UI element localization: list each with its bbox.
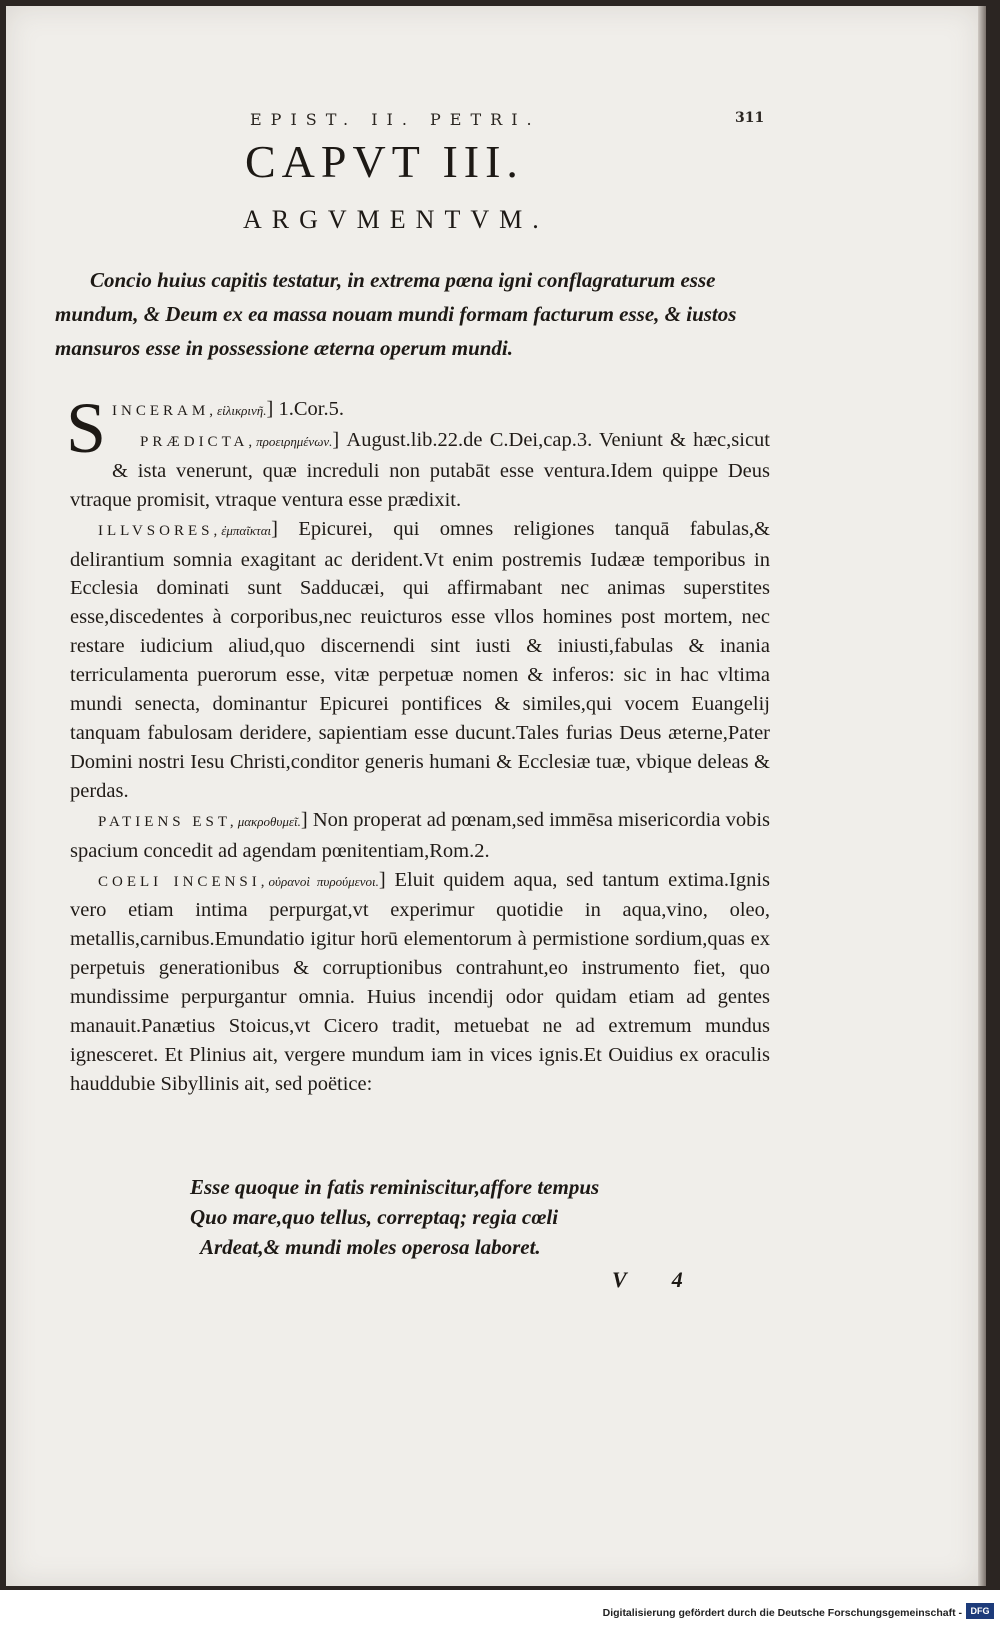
verse-quotation — [190, 1172, 710, 1262]
commentary-paragraph — [70, 515, 770, 806]
commentary-paragraph — [70, 426, 770, 515]
verse-line: Esse quoque in fatis reminiscitur,affore tempus — [190, 1175, 600, 1199]
greek-term: ἐμπαῖκται — [221, 522, 272, 538]
paragraph-text: ] Non properat ad pœnam,sed immēsa misericordia vobis spacium concedit ad agendam pœnitentiam,Rom.2. — [70, 808, 770, 862]
paragraph-text: ] Epicurei, qui omnes religiones tanquā fabulas,& delirantium somnia exagitant ac derident.Vt enim postremis Iudææ temporibus in Ecclesia dominati sunt Sadducæi, qui affirmabant nec animas superstites esse,discedentes à corporibus,nec reuicturos esse vllos homines post mortem, nec restare iudicium aliud,quo discernendi sint iusti & iniusti,fabulas & inania terriculamenta puerorum esse, vitæ perpetuæ nomen & inferos: sic in hac vltima mundi senecta, dominantur Epicurei pontifices & similes,qui vocem Euangelij tanquam fabulosam deridere, sapientiam esse ducunt.Tales furias Deus æterne,Pater Domini nostri Iesu Christi,conditor generis humani & Ecclesiæ tuæ, vbique deleas & perdas. — [70, 517, 770, 802]
argument-text: Concio huius capitis testatur, in extrema pœna igni conflagraturum esse mundum, & Deum ex ea massa nouam mundi formam facturum esse, & iustos mansuros esse in possessione æterna operum mundi. — [55, 268, 737, 360]
drop-capital: S — [66, 388, 107, 468]
chapter-title: CAPVT III. — [245, 136, 524, 187]
signature-mark: V 4 — [612, 1267, 703, 1292]
lemma: PATIENS EST, — [98, 813, 238, 830]
folio-number: 311 — [735, 110, 765, 126]
funding-credit: Digitalisierung gefördert durch die Deutsche Forschungsgemeinschaft - — [602, 1607, 962, 1619]
commentary-body — [66, 388, 771, 1099]
paragraph-text: ] Eluit quidem aqua, sed tantum extima.Ignis vero etiam intima perpurgat,vt experimur quotidie in aqua,vino, oleo, metallis,carnibus.Emundatio igitur horū elementorum à permistione sordium,quas ex perpetuis generationibus & corruptionibus contrahunt,eo instrumento fiet, quo mundissime perpurgantur omnia. Huius incendij odor quidam etiam ad gentes manauit.Panætius Stoicus,vt Cicero tradit, metuebat ne ad extremum mundus ignesceret. Et Plinius ait, vergere mundum iam in vices ignis.Et Ouidius ex oraculis hauddubie Sibyllinis ait, sed poëtice: — [70, 868, 771, 1095]
verse-line: Quo mare,quo tellus, correptaq; regia cœli — [190, 1205, 559, 1229]
lemma: INCERAM, — [112, 403, 217, 419]
lemma: COELI INCENSI, — [98, 873, 269, 890]
greek-term: προειρημένων. — [256, 433, 333, 449]
greek-term: οὐρανοὶ πυρούμενοι. — [268, 873, 379, 889]
footer-bar — [0, 1590, 1000, 1625]
running-head: EPIST. II. PETRI. — [250, 110, 541, 129]
commentary-paragraph — [70, 806, 770, 866]
dfg-logo: DFG — [966, 1603, 994, 1619]
lemma: ILLVSORES, — [98, 522, 222, 539]
lemma: PRÆDICTA, — [140, 433, 257, 450]
commentary-paragraph — [70, 866, 770, 1099]
greek-term: μακροθυμεῖ. — [237, 813, 301, 829]
verse-line: Ardeat,& mundi moles operosa laboret. — [200, 1235, 541, 1259]
paragraph-text: ] 1.Cor.5. — [266, 398, 344, 420]
greek-term: εἰλικρινῆ. — [216, 403, 267, 418]
paragraph-text: ] August.lib.22.de C.Dei,cap.3. Veniunt & hæc,sicut & ista venerunt, quæ increduli non putabāt esse ventura.Idem quippe Deus vtraque promisit, vtraque ventura esse prædixit. — [70, 428, 770, 511]
argument-heading: ARGVMENTVM. — [243, 205, 549, 234]
page-edge — [978, 6, 986, 1586]
